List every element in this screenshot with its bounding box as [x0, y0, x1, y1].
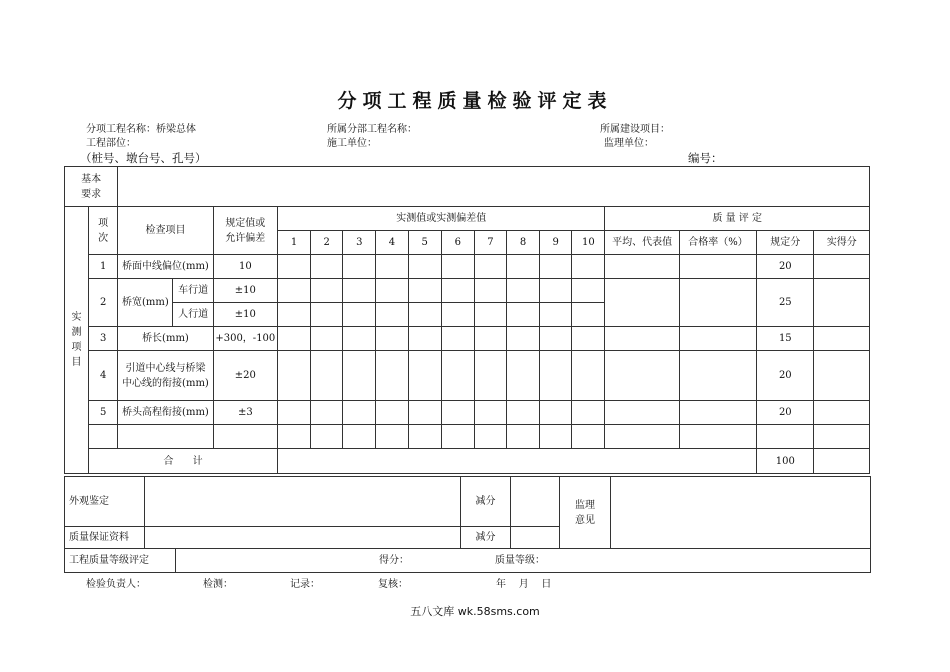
date-label: 年 月 日 — [496, 579, 552, 590]
row-subitem: 人行道 — [173, 303, 213, 327]
total-score: 100 — [757, 449, 814, 474]
inspection-table — [64, 166, 870, 474]
subitem-name: 分项工程名称：桥梁总体 — [86, 124, 196, 135]
row-spec: ±20 — [213, 351, 277, 401]
total-label: 合 计 — [89, 449, 278, 474]
table-row — [65, 327, 870, 351]
grade-divider — [175, 549, 176, 572]
measure-no: 9 — [540, 231, 572, 255]
spec-header: 规定值或 允许偏差 — [213, 207, 277, 255]
inspector-label: 检验负责人： — [86, 579, 146, 590]
quality-col: 实得分 — [814, 231, 870, 255]
deduct-label-2: 减分 — [461, 527, 511, 549]
tester-label: 检测： — [203, 579, 233, 590]
construction-project: 所属建设项目： — [600, 124, 670, 135]
table-row — [65, 351, 870, 401]
row-no: 3 — [89, 327, 118, 351]
appearance-content — [145, 477, 461, 527]
row-score: 20 — [757, 351, 814, 401]
quality-eval-header: 质 量 评 定 — [605, 207, 870, 231]
measure-no: 7 — [474, 231, 506, 255]
parent-project: 所属分部工程名称： — [327, 124, 417, 135]
table-row — [65, 255, 870, 279]
grade-label: 质量等级： — [495, 555, 545, 566]
reviewer-label: 复核： — [378, 579, 408, 590]
row-spec: 10 — [213, 255, 277, 279]
form-number: 编号： — [688, 151, 723, 165]
measure-no: 3 — [343, 231, 376, 255]
row-item: 引道中心线与桥梁 中心线的衔接(mm) — [118, 351, 213, 401]
row-no: 2 — [89, 279, 118, 327]
quality-col: 平均、代表值 — [605, 231, 679, 255]
evaluation-table — [64, 476, 871, 573]
contractor: 施工单位： — [327, 138, 377, 149]
page-title: 分项工程质量检验评定表 — [337, 90, 613, 112]
item-no-header: 项 次 — [89, 207, 118, 255]
basic-requirement-label: 基本 要求 — [65, 167, 118, 207]
row-subitem: 车行道 — [173, 279, 213, 303]
footer-watermark: 五八文库 wk.58sms.com — [410, 605, 540, 618]
quality-col: 规定分 — [757, 231, 814, 255]
row-spec: ±3 — [213, 401, 277, 425]
row-no: 1 — [89, 255, 118, 279]
recorder-label: 记录： — [290, 579, 320, 590]
appearance-label: 外观鉴定 — [65, 477, 145, 527]
measure-no: 8 — [507, 231, 540, 255]
quality-col: 合格率（%） — [679, 231, 756, 255]
row-score: 20 — [757, 255, 814, 279]
location: 工程部位： — [86, 138, 136, 149]
measure-no: 5 — [408, 231, 441, 255]
basic-requirement-content — [118, 167, 870, 207]
row-no: 4 — [89, 351, 118, 401]
table-row — [65, 401, 870, 425]
row-item: 桥宽(mm) — [118, 279, 173, 327]
measure-no: 1 — [277, 231, 310, 255]
row-spec: ±10 — [213, 279, 277, 303]
row-score: 25 — [757, 279, 814, 327]
table-row — [65, 279, 870, 303]
row-item: 桥面中线偏位(mm) — [118, 255, 213, 279]
deduct-label-1: 减分 — [461, 477, 511, 527]
table-row — [65, 425, 870, 449]
pile-note: （桩号、墩台号、孔号） — [80, 151, 207, 165]
row-item: 桥头高程衔接(mm) — [118, 401, 213, 425]
grade-eval-label: 工程质量等级评定 — [69, 555, 149, 566]
supervisor-unit: 监理单位： — [604, 138, 654, 149]
quality-docs-label: 质量保证资料 — [65, 527, 145, 549]
check-item-header: 检查项目 — [118, 207, 213, 255]
supervision-label: 监理 意见 — [560, 477, 611, 549]
measure-no: 10 — [572, 231, 605, 255]
row-score: 15 — [757, 327, 814, 351]
measure-no: 2 — [311, 231, 343, 255]
row-score: 20 — [757, 401, 814, 425]
row-spec: +300，-100 — [213, 327, 277, 351]
score-label: 得分： — [379, 555, 409, 566]
supervision-content — [611, 477, 871, 549]
measure-no: 4 — [376, 231, 408, 255]
measured-items-label: 实 测 项 目 — [65, 207, 89, 474]
row-spec: ±10 — [213, 303, 277, 327]
row-no: 5 — [89, 401, 118, 425]
total-row — [65, 449, 870, 474]
measured-values-header: 实测值或实测偏差值 — [277, 207, 605, 231]
measure-no: 6 — [441, 231, 474, 255]
row-item: 桥长(mm) — [118, 327, 213, 351]
